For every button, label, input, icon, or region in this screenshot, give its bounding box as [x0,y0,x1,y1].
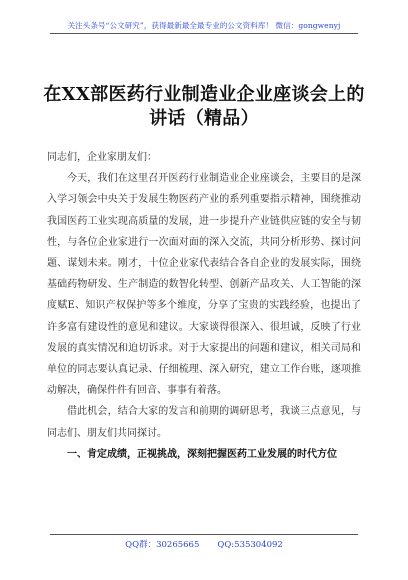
body-paragraph: 今天，我们在这里召开医药行业制造业企业座谈会，主要目的是深入学习领会中央关于发展生物医药产业的系列重要指示精神，围绕推动我国医药工业实现高质量的发展，进一步提升产业链供应链的安全与韧性，与各位企业家进行一次面对面的深入交流，共同分析形势、探讨问题、谋划未来。刚才，十位企业家代表结合各自企业的发展实际，围绕基础药物研发、生产制造的数智化转型、创新产品攻关、人工智能的深度赋E、知识产权保护等多个维度，分享了宝贵的实践经验，也提出了许多富有建设性的意见和建议。大家谈得很深入、很坦诚，反映了行业发展的真实情况和迫切诉求。对于大家提出的问题和建议，相关司局和单位的同志要认真记录、仔细梳理、深入研究，建立工作台账，逐项推动解决，确保件件有回音、事事有着落。 [47,173,361,397]
section-heading: 一、肯定成绩，正视挑战，深刻把握医药工业发展的时代方位 [67,448,337,460]
salutation: 同志们，企业家朋友们： [47,152,157,163]
footer-contacts [0,538,408,550]
document-body [47,147,361,465]
footer-qq-group: QQ群：30265665 [125,540,200,550]
document-title: 在XX部医药行业制造业企业座谈会上的讲话（精品） [43,84,365,129]
header-note: 关注头条号“公文研究”，获得最新最全最专业的公文资料库！ 微信：gongwenyj [67,21,341,30]
footer-qq: QQ:535304092 [217,540,283,550]
footer-divider [50,534,358,535]
header-divider [50,33,358,34]
body-paragraph: 借此机会，结合大家的发言和前期的调研思考，我谈三点意见，与同志们、朋友们共同探讨。 [47,406,361,439]
